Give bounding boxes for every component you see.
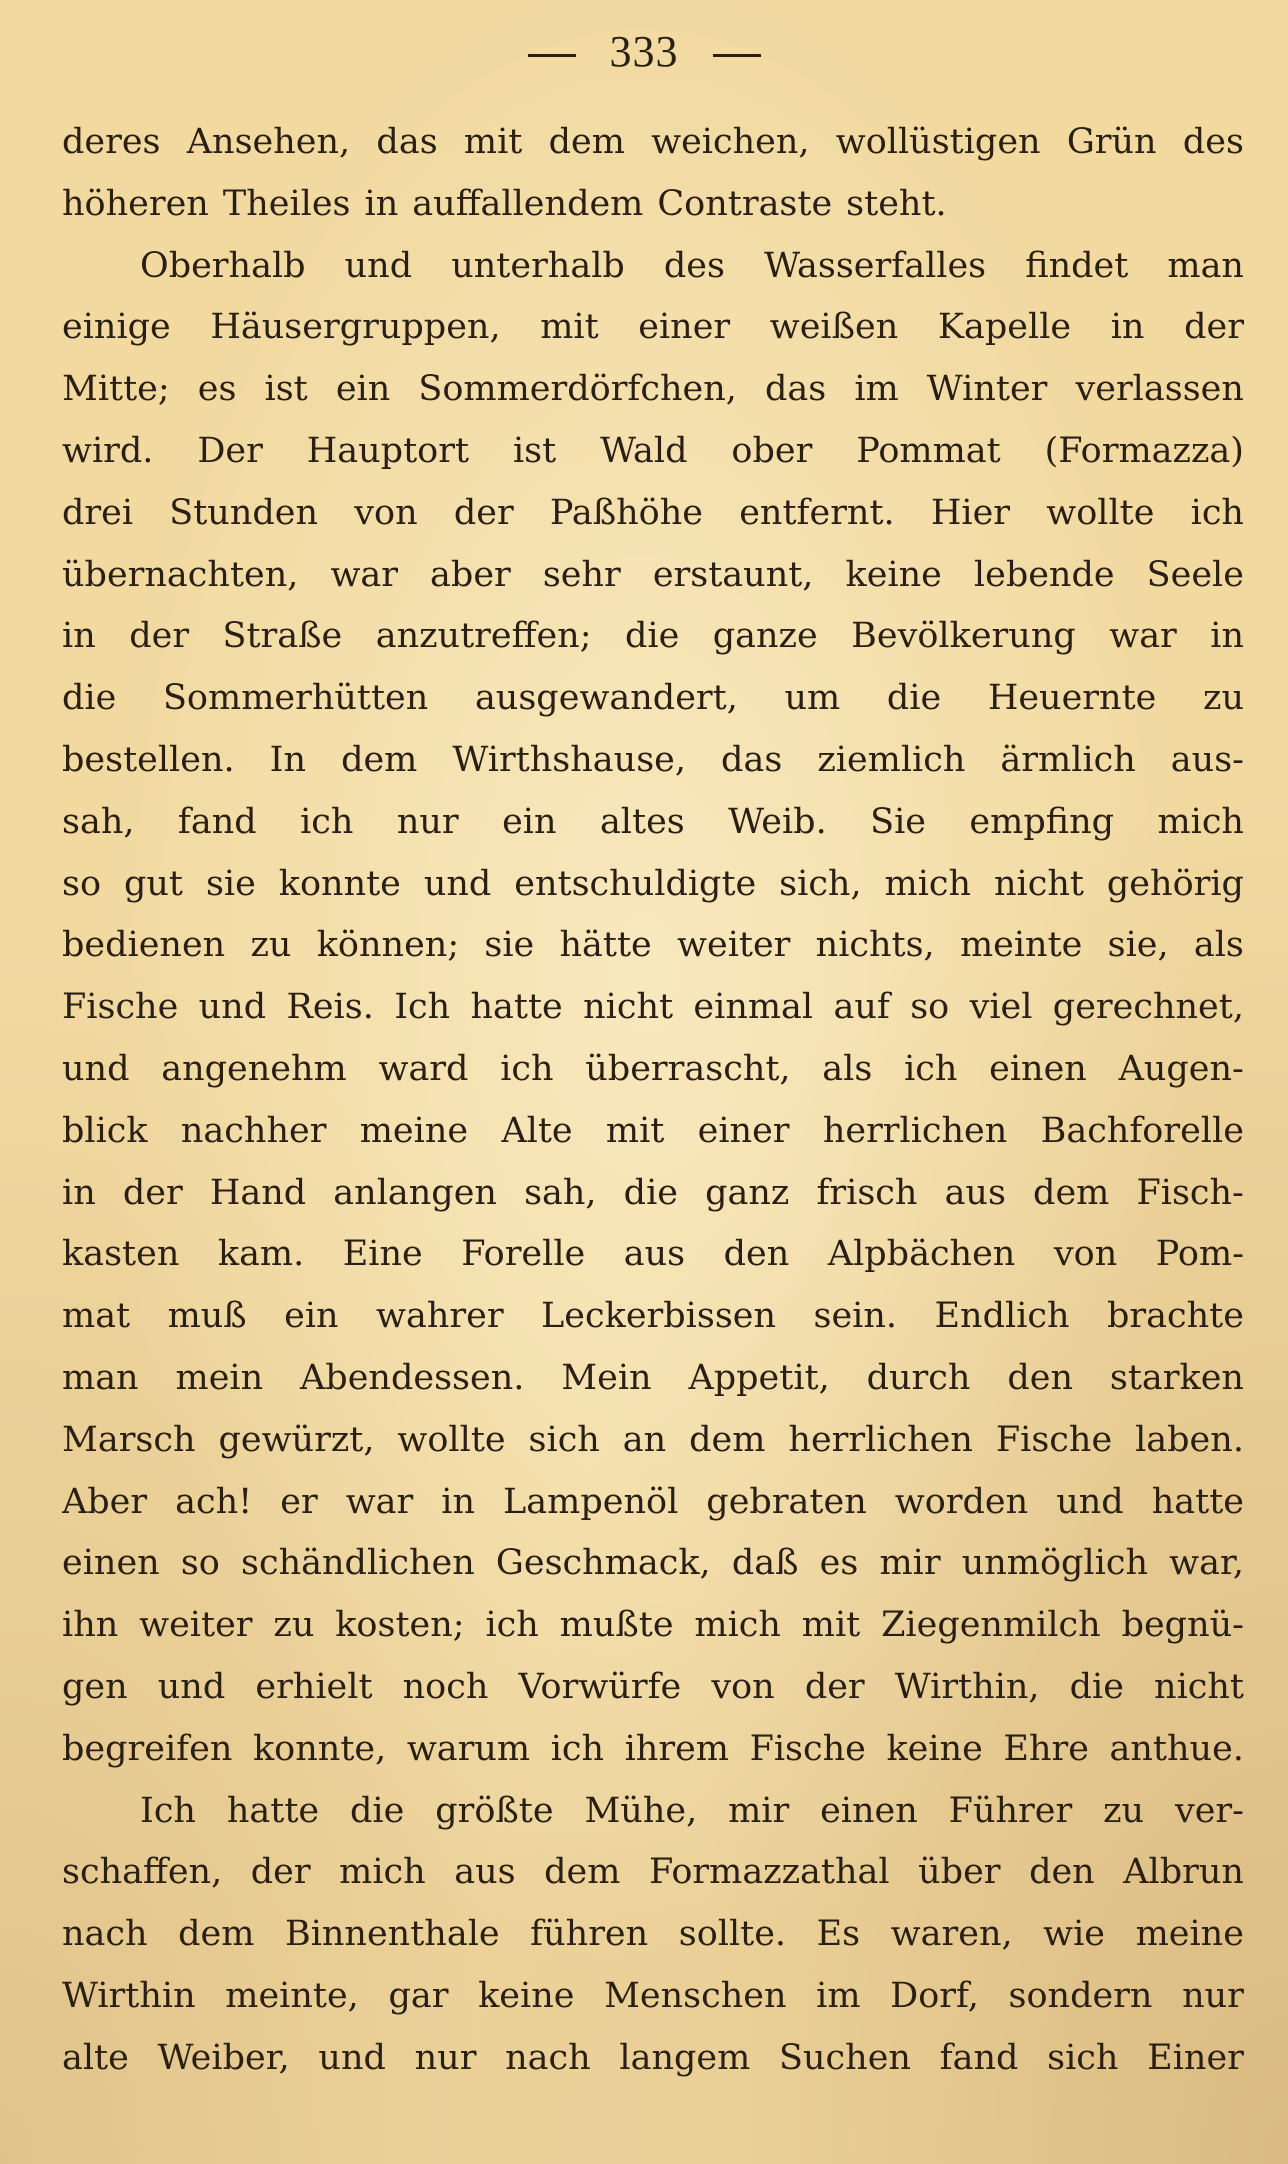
text-line: übernachten, war aber sehr erstaunt, keine lebende Seele xyxy=(62,554,1244,595)
text-line: in der Hand anlangen sah, die ganz frisch aus dem Fisch- xyxy=(62,1172,1244,1213)
text-line: und angenehm ward ich überrascht, als ich einen Augen- xyxy=(62,1048,1244,1089)
text-line: Wirthin meinte, gar keine Menschen im Dorf, sondern nur xyxy=(62,1975,1244,2016)
text-line: Ich hatte die größte Mühe, mir einen Führer zu ver- xyxy=(140,1790,1244,1831)
text-line: bedienen zu können; sie hätte weiter nichts, meinte sie, als xyxy=(62,925,1244,966)
text-line: Mitte; es ist ein Sommerdörfchen, das im Winter verlassen xyxy=(62,369,1244,410)
text-line: höheren Theiles in auffallendem Contraste steht. xyxy=(62,183,947,224)
text-line: ihn weiter zu kosten; ich mußte mich mit Ziegenmilch begnü- xyxy=(62,1605,1244,1646)
text-line: so gut sie konnte und entschuldigte sich, mich nicht gehörig xyxy=(62,863,1244,904)
text-line: wird. Der Hauptort ist Wald ober Pommat (Formazza) xyxy=(62,430,1244,471)
text-line: deres Ansehen, das mit dem weichen, wollüstigen Grün des xyxy=(62,122,1244,162)
text-line: Aber ach! er war in Lampenöl gebraten worden und hatte xyxy=(62,1481,1244,1522)
text-line: einen so schändlichen Geschmack, daß es mir unmöglich war, xyxy=(62,1543,1244,1584)
page-header xyxy=(0,22,1288,82)
page-number: 333 xyxy=(609,27,679,76)
text-line: alte Weiber, und nur nach langem Suchen fand sich Einer xyxy=(62,2037,1244,2078)
text-line: schaffen, der mich aus dem Formazzathal über den Albrun xyxy=(62,1852,1244,1893)
text-line: einige Häusergruppen, mit einer weißen Kapelle in der xyxy=(62,307,1244,348)
text-line: Marsch gewürzt, wollte sich an dem herrlichen Fische laben. xyxy=(62,1419,1244,1460)
text-line: bestellen. In dem Wirthshause, das ziemlich ärmlich aus- xyxy=(62,739,1244,780)
text-line: mat muß ein wahrer Leckerbissen sein. Endlich brachte xyxy=(62,1296,1244,1337)
text-line: in der Straße anzutreffen; die ganze Bevölkerung war in xyxy=(62,616,1244,657)
text-line: gen und erhielt noch Vorwürfe von der Wirthin, die nicht xyxy=(62,1666,1244,1707)
header-dash-right xyxy=(713,54,761,57)
text-line: blick nachher meine Alte mit einer herrlichen Bachforelle xyxy=(62,1110,1244,1151)
text-line: begreifen konnte, warum ich ihrem Fische keine Ehre anthue. xyxy=(62,1728,1244,1769)
text-line: nach dem Binnenthale führen sollte. Es waren, wie meine xyxy=(62,1914,1244,1955)
text-line: Oberhalb und unterhalb des Wasserfalles findet man xyxy=(140,245,1244,286)
text-line: die Sommerhütten ausgewandert, um die Heuernte zu xyxy=(62,678,1244,719)
text-line: sah, fand ich nur ein altes Weib. Sie empfing mich xyxy=(62,801,1244,842)
text-line: man mein Abendessen. Mein Appetit, durch den starken xyxy=(62,1357,1244,1398)
header-dash-left xyxy=(528,54,576,57)
text-line: kasten kam. Eine Forelle aus den Alpbächen von Pom- xyxy=(62,1234,1244,1275)
body-text xyxy=(62,112,1244,2090)
text-line: drei Stunden von der Paßhöhe entfernt. Hier wollte ich xyxy=(62,492,1244,533)
text-line: Fische und Reis. Ich hatte nicht einmal auf so viel gerechnet, xyxy=(62,987,1244,1028)
